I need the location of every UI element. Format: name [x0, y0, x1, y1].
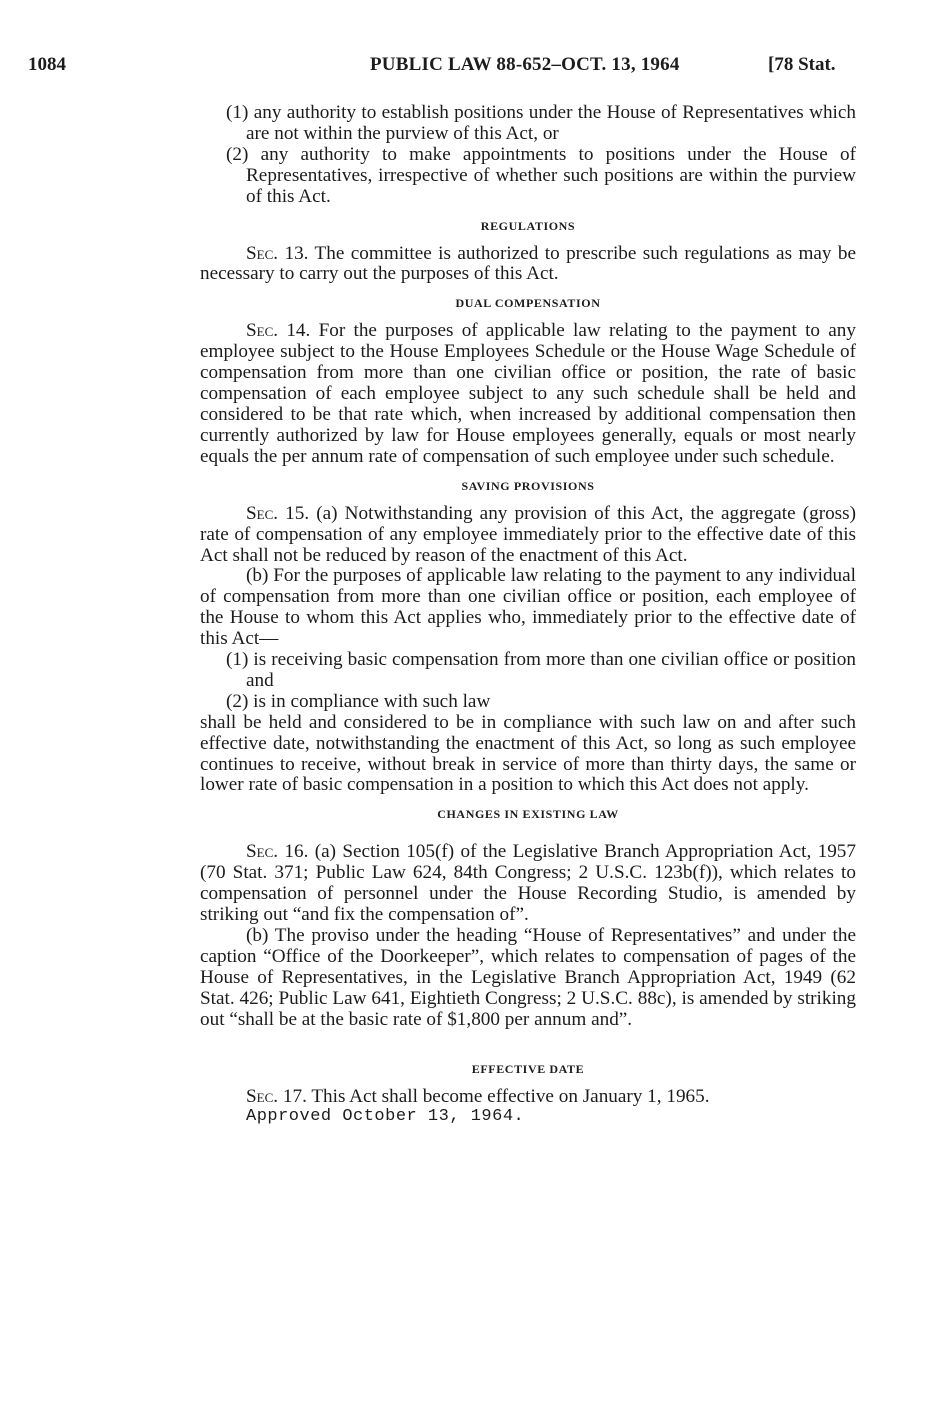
section-15-b-2: (2) is in compliance with such law	[226, 690, 491, 712]
section-16-label: Sec. 16.	[246, 841, 309, 863]
section-heading-saving-provisions: SAVING PROVISIONS	[461, 478, 595, 493]
section-heading-dual-compensation: DUAL COMPENSATION	[455, 296, 601, 311]
section-15-b-tail: shall be held and considered to be in compliance with such law on and after such effective date, notwithstanding the enactment of this Act, so long as such employee continues to receive, without break in service of more than thirty days, the same or lower rate of basic compensation in a position to which this Act does not apply.	[200, 711, 856, 796]
statute-volume: [78 Stat.	[768, 54, 836, 75]
section-14	[200, 321, 856, 467]
page-number: 1084	[28, 54, 66, 75]
section-heading-changes-in-existing-law: CHANGES IN EXISTING LAW	[437, 807, 619, 822]
page-header	[0, 54, 940, 84]
section-15-a-text: (a) Notwithstanding any provision of this Act, the aggregate (gross) rate of compensation of any employee immediately prior to the effective date of this Act shall not be reduced by reason of the enactment of this Act.	[200, 502, 856, 566]
running-title: PUBLIC LAW 88-652–OCT. 13, 1964	[370, 54, 680, 75]
section-15-label: Sec. 15.	[246, 502, 310, 524]
section-heading-effective-date: EFFECTIVE DATE	[471, 1061, 585, 1076]
section-15-a	[200, 504, 856, 567]
section-15-b-1: (1) is receiving basic compensation from more than one civilian office or position and	[226, 649, 856, 691]
intro-item-2: (2) any authority to make appointments to positions under the House of Representatives, irrespective of whether such positions are within the purview of this Act.	[226, 143, 856, 207]
intro-item-1: (1) any authority to establish positions under the House of Representatives which are not within the purview of this Act, or	[226, 102, 856, 144]
section-17-text: This Act shall become effective on January 1, 1965.	[311, 1085, 710, 1107]
document-body	[200, 103, 856, 1128]
section-14-text: For the purposes of applicable law relating to the payment to any employee subject to the House Employees Schedule or the House Wage Schedule of compensation from more than one civilian office or position, the rate of basic compensation of each employee subject to any such schedule shall be held and considered to be that rate which, when increased by additional compensation then currently authorized by law for House employees generally, equals or most nearly equals the per annum rate of compensation of such employee under such schedule.	[200, 320, 856, 467]
section-15-b: (b) For the purposes of applicable law relating to the payment to any individual of compensation from more than one civilian office or position, each employee of the House to whom this Act applies who, immediately prior to the effective date of this Act—	[200, 565, 856, 650]
section-heading-regulations: REGULATIONS	[480, 218, 576, 233]
section-16-b: (b) The proviso under the heading “House of Representatives” and under the caption “Office of the Doorkeeper”, which relates to compensation of pages of the House of Representatives, in the Legislative Branch Appropriation Act, 1949 (62 Stat. 426; Public Law 641, Eightieth Congress; 2 U.S.C. 88c), is amended by striking out “shall be at the basic rate of $1,800 per annum and”.	[200, 925, 856, 1030]
section-17	[200, 1087, 856, 1108]
section-16-a-text: (a) Section 105(f) of the Legislative Branch Appropriation Act, 1957 (70 Stat. 371; Public Law 624, 84th Congress; 2 U.S.C. 123b(f)), which relates to compensation of personnel under the House Recording Studio, is amended by striking out “and fix the compensation of”.	[200, 841, 856, 926]
section-13	[200, 244, 856, 286]
approval-date: Approved October 13, 1964.	[246, 1107, 525, 1127]
section-16-a	[200, 842, 856, 926]
section-13-label: Sec. 13.	[246, 242, 309, 264]
section-14-label: Sec. 14.	[246, 320, 311, 342]
section-13-text: The committee is authorized to prescribe such regulations as may be necessary to carry out the purposes of this Act.	[200, 242, 856, 285]
section-17-label: Sec. 17.	[246, 1085, 307, 1107]
